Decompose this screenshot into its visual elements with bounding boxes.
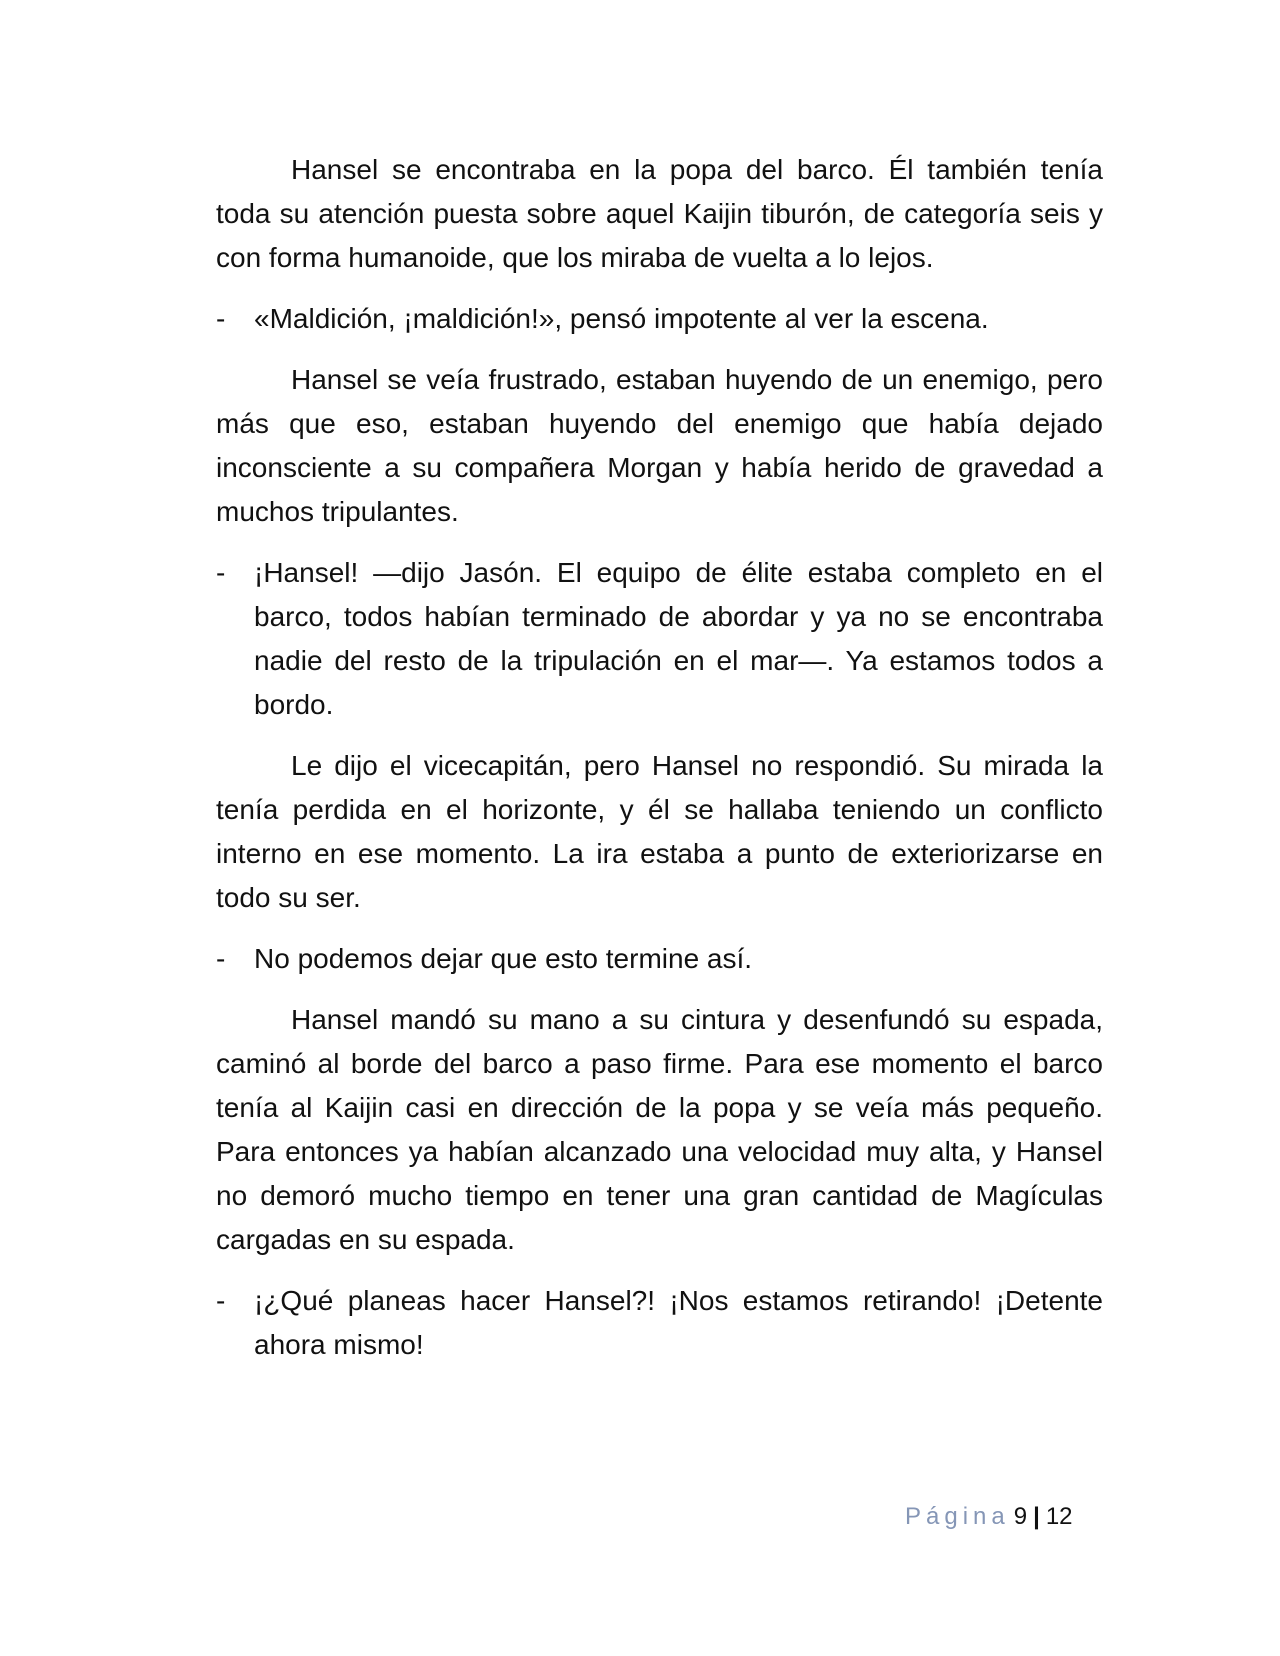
page-number: 9 bbox=[1013, 1503, 1028, 1530]
paragraph: Hansel se encontraba en la popa del barco. Él también tenía toda su atención puesta sobre aquel Kaijin tiburón, de categoría seis y con forma humanoide, que los miraba de vuelta a lo lejos. bbox=[216, 154, 1103, 273]
dialogue-text: No podemos dejar que esto termine así. bbox=[254, 943, 753, 974]
dialogue-line bbox=[216, 937, 1103, 981]
paragraph: Hansel mandó su mano a su cintura y desenfundó su espada, caminó al borde del barco a paso firme. Para ese momento el barco tenía al Kaijin casi en dirección de la popa y se veía más pequeño. Para entonces ya habían alcanzado una velocidad muy alta, y Hansel no demoró mucho tiempo en tener una gran cantidad de Magículas cargadas en su espada. bbox=[216, 1004, 1103, 1255]
page-body bbox=[216, 148, 1103, 1384]
dialogue-line bbox=[216, 551, 1103, 727]
dialogue-text: ¡¿Qué planeas hacer Hansel?! ¡Nos estamos retirando! ¡Detente ahora mismo! bbox=[254, 1285, 1103, 1360]
dialogue-dash: - bbox=[216, 557, 226, 588]
dialogue-text: ¡Hansel! —dijo Jasón. El equipo de élite estaba completo en el barco, todos habían terminado de abordar y ya no se encontraba nadie del resto de la tripulación en el mar—. Ya estamos todos a bordo. bbox=[254, 557, 1103, 720]
dialogue-dash: - bbox=[216, 943, 226, 974]
paragraph: Hansel se veía frustrado, estaban huyendo de un enemigo, pero más que eso, estaban huyendo del enemigo que había dejado inconsciente a su compañera Morgan y había herido de gravedad a muchos tripulantes. bbox=[216, 364, 1103, 527]
page-label: Página bbox=[905, 1503, 1010, 1530]
page-footer bbox=[905, 1503, 1073, 1531]
paragraph: Le dijo el vicecapitán, pero Hansel no respondió. Su mirada la tenía perdida en el horizonte, y él se hallaba teniendo un conflicto interno en ese momento. La ira estaba a punto de exteriorizarse en todo su ser. bbox=[216, 750, 1103, 913]
dialogue-text: «Maldición, ¡maldición!», pensó impotente al ver la escena. bbox=[254, 303, 989, 334]
dialogue-line bbox=[216, 1279, 1103, 1367]
dialogue-dash: - bbox=[216, 1285, 226, 1316]
dialogue-dash: - bbox=[216, 303, 226, 334]
total-pages: 12 bbox=[1045, 1503, 1073, 1530]
page-separator: | bbox=[1033, 1503, 1040, 1530]
dialogue-line bbox=[216, 297, 1103, 341]
